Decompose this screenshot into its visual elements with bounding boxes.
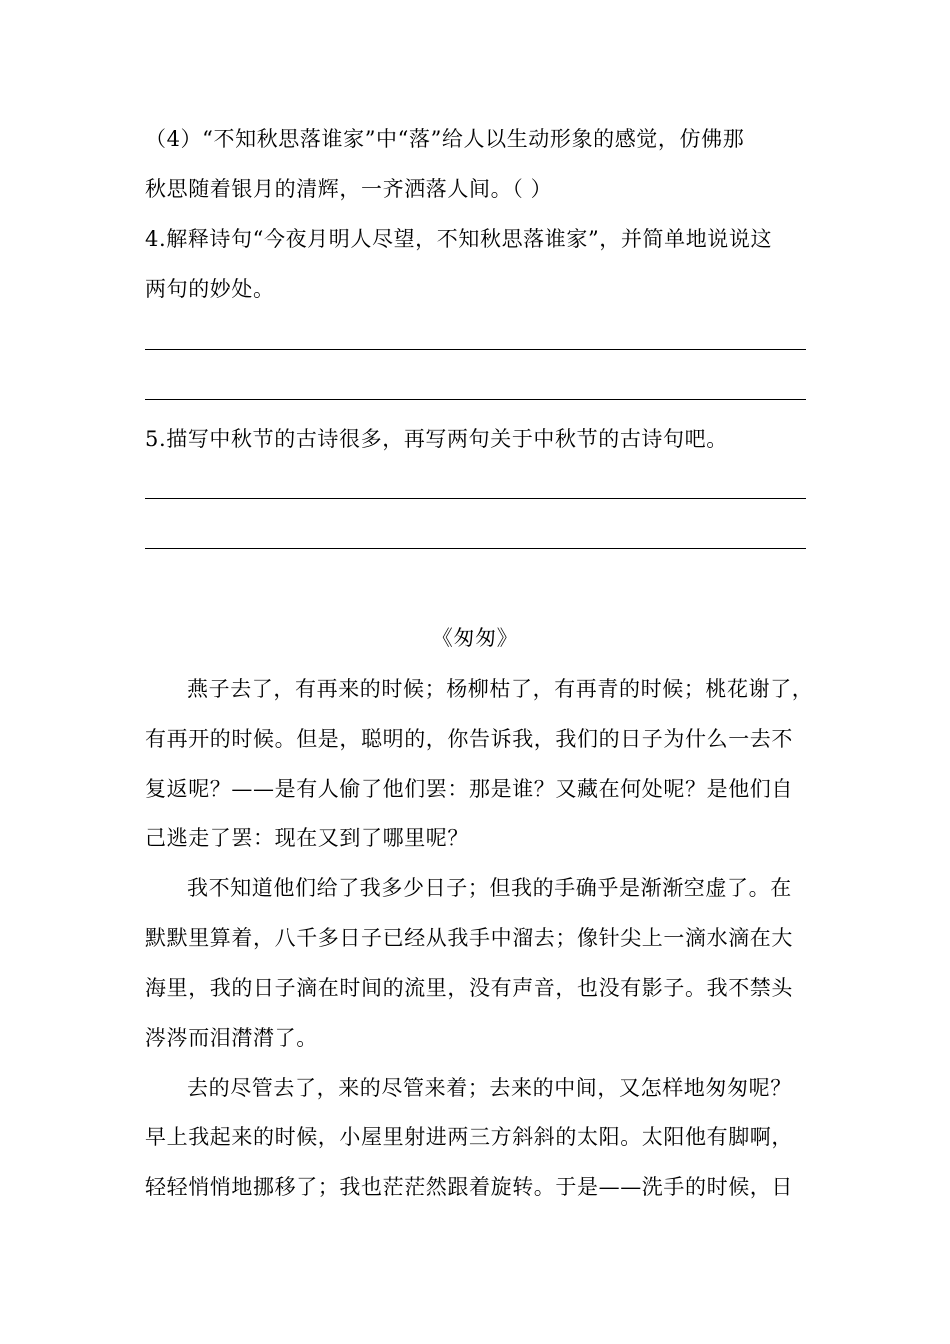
answer-line-q4-2[interactable]	[145, 399, 806, 400]
passage-p1-line-3: 复返呢？——是有人偷了他们罢：那是谁？又藏在何处呢？是他们自	[145, 777, 793, 801]
question-4-line-2: 两句的妙处。	[145, 277, 275, 301]
answer-line-q4-1[interactable]	[145, 349, 806, 350]
question-3-4-line-2: 秋思随着银月的清辉，一齐洒落人间。（ ）	[145, 177, 553, 201]
passage-p1-line-1: 燕子去了，有再来的时候；杨柳枯了，有再青的时候；桃花谢了，	[187, 677, 814, 701]
question-4-line-1: 4.解释诗句“今夜月明人尽望，不知秋思落谁家”，并简单地说说这	[145, 227, 773, 251]
passage-p3-line-3: 轻轻悄悄地挪移了；我也茫茫然跟着旋转。于是——洗手的时候，日	[145, 1175, 793, 1199]
passage-p1-line-2: 有再开的时候。但是，聪明的，你告诉我，我们的日子为什么一去不	[145, 727, 793, 751]
passage-p3-line-2: 早上我起来的时候，小屋里射进两三方斜斜的太阳。太阳他有脚啊，	[145, 1125, 793, 1149]
answer-line-q5-2[interactable]	[145, 548, 806, 549]
passage-p2-line-4: 涔涔而泪潸潸了。	[145, 1026, 318, 1050]
passage-p2-line-1: 我不知道他们给了我多少日子；但我的手确乎是渐渐空虚了。在	[187, 876, 792, 900]
passage-p2-line-2: 默默里算着，八千多日子已经从我手中溜去；像针尖上一滴水滴在大	[145, 926, 793, 950]
passage-p3-line-1: 去的尽管去了，来的尽管来着；去来的中间，又怎样地匆匆呢？	[187, 1076, 792, 1100]
passage-title: 《匆匆》	[431, 626, 519, 650]
passage-p2-line-3: 海里，我的日子滴在时间的流里，没有声音，也没有影子。我不禁头	[145, 976, 793, 1000]
question-3-4-line-1: （4）“不知秋思落谁家”中“落”给人以生动形象的感觉，仿佛那	[145, 127, 745, 151]
question-5-line-1: 5.描写中秋节的古诗很多，再写两句关于中秋节的古诗句吧。	[145, 427, 728, 451]
answer-line-q5-1[interactable]	[145, 498, 806, 499]
passage-p1-line-4: 己逃走了罢：现在又到了哪里呢？	[145, 826, 469, 850]
